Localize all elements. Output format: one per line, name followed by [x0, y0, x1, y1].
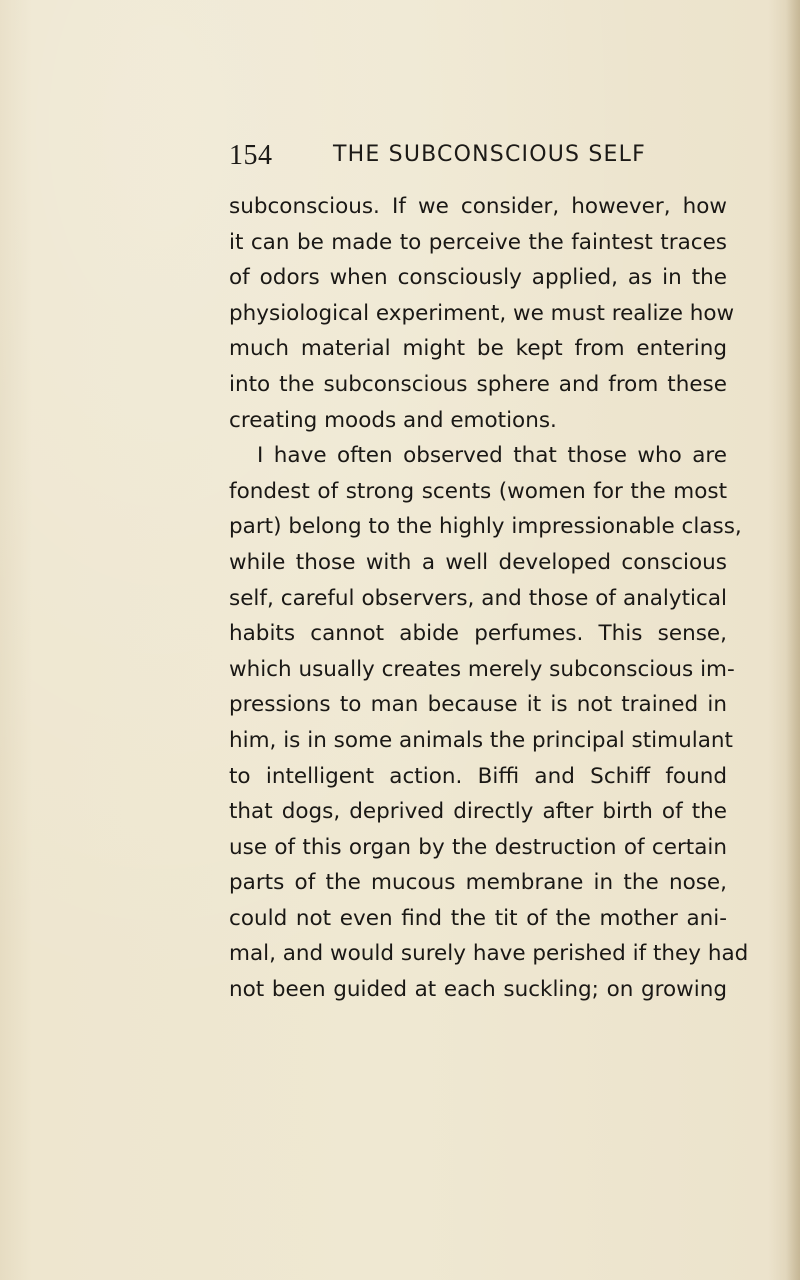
text-line: fondest of strong scents (women for the most [229, 478, 727, 504]
body-text [229, 189, 749, 1008]
text-line: into the subconscious sphere and from these [229, 371, 727, 397]
text-line: physiological experiment, we must realize how [229, 300, 735, 326]
text-line: subconscious. If we consider, however, how [229, 194, 727, 219]
text-line: that dogs, deprived directly after birth of the [229, 799, 727, 825]
text-line: pressions to man because it is not trained in [229, 692, 727, 718]
text-line: part) belong to the highly impressionable class, [229, 514, 742, 540]
text-line: of odors when consciously applied, as in the [229, 265, 727, 291]
text-line: him, is in some animals the principal stimulant [229, 727, 733, 753]
paragraph-start-line: I have often observed that those who are [257, 443, 727, 469]
text-line: mal, and would surely have perished if they had [229, 941, 749, 967]
text-line: while those with a well developed conscious [229, 549, 727, 575]
text-line: habits cannot abide perfumes. This sense, [229, 621, 727, 647]
text-line: which usually creates merely subconscious im- [229, 656, 735, 682]
text-line: to intelligent action. Biffi and Schiff found [229, 763, 727, 789]
text-line: parts of the mucous membrane in the nose, [229, 870, 727, 896]
paragraph-end-line: creating moods and emotions. [229, 407, 557, 433]
text-line: could not even find the tit of the mother ani- [229, 905, 727, 931]
page-number: 154 [229, 140, 273, 171]
page-edge-shadow [786, 0, 800, 1280]
running-head: THE SUBCONSCIOUS SELF [333, 142, 646, 167]
text-line: use of this organ by the destruction of certain [229, 834, 727, 860]
text-line: much material might be kept from entering [229, 336, 727, 362]
page-header [229, 140, 729, 180]
text-line: self, careful observers, and those of analytical [229, 585, 727, 611]
text-line: not been guided at each suckling; on growing [229, 977, 727, 1003]
text-line: it can be made to perceive the faintest traces [229, 229, 727, 255]
